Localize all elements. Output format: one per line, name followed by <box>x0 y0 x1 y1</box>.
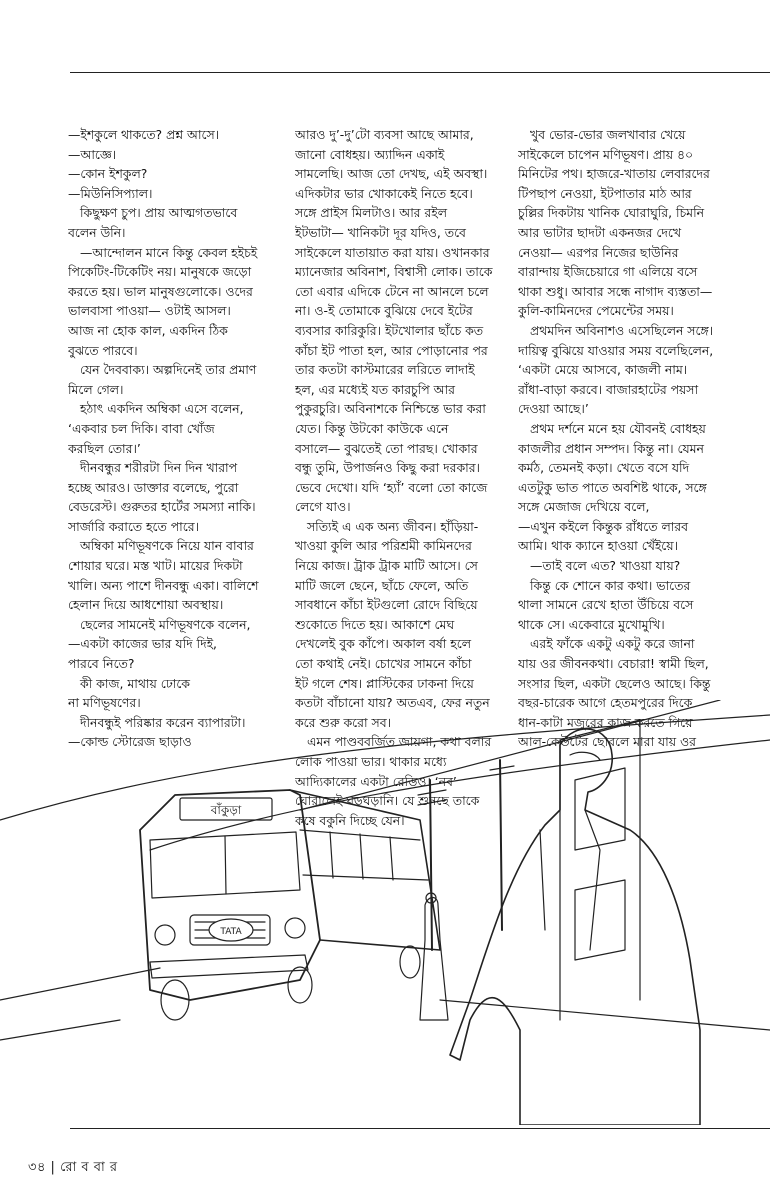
text-line: দেওয়া আছে।’ <box>518 401 589 417</box>
text-line: খালি। অন্য পাশে দীনবন্ধু একা। বালিশে <box>68 577 259 593</box>
text-line: শুকোতে দিতে হয়। আকাশে মেঘ <box>295 616 455 632</box>
text-line: আজ না হোক কাল, একদিন ঠিক <box>68 322 228 338</box>
text-line: লোক পাওয়া ভার। থাকার মধ্যে <box>295 754 447 769</box>
text-line: এমন পাণ্ডববর্জিত জায়গা, কথা বলার <box>307 734 492 750</box>
text-line: বলেন উনি। <box>68 224 126 240</box>
text-line: রাঁধা-বাড়া করবে। বাজারহাটের পয়সা <box>518 381 699 397</box>
text-line: আল-কেউটের ছোবলে মারা যায় ওর <box>518 734 696 750</box>
text-line: প্রথমদিন অবিনাশও এসেছিলেন সঙ্গে। <box>530 322 714 338</box>
text-line: আদ্যিকালের একটা রেডিও। ‘নব’ <box>295 773 457 789</box>
text-line: দায়িত্ব বুঝিয়ে যাওয়ার সময় বলেছিলেন, <box>518 342 714 358</box>
text-line: ‘একবার চল দিকি। বাবা খোঁজ <box>68 420 215 436</box>
bus-body <box>140 790 320 1000</box>
text-line: দীনবন্ধুর শরীরটা দিন দিন খারাপ <box>80 460 238 476</box>
text-line: দীনবন্ধুই পরিষ্কার করেন ব্যাপারটা। <box>80 714 246 730</box>
text-line: সঙ্গে মেজাজ দেখিয়ে বলে, <box>518 499 650 515</box>
text-line: ঘোরালেই ঘড়ঘড়ানি। যে শুনছে তাকে <box>295 793 480 809</box>
text-line: ছেলের সামনেই মণিভূষণকে বলেন, <box>80 616 251 632</box>
text-line: —তাই বলে এত? খাওয়া যায়? <box>530 558 681 574</box>
text-line: পুকুরচুরি। অবিনাশকে নিশ্চিন্তে ভার করা <box>295 401 486 417</box>
text-line: বসালে— বুঝতেই তো পারছ। খোকার <box>295 440 478 456</box>
text-line: খাওয়া কুলি আর পরিশ্রমী কামিনদের <box>295 538 472 554</box>
text-line: যায় ওর জীবনকথা। বেচারা! স্বামী ছিল, <box>518 656 709 672</box>
text-line: সংসার ছিল, একটা ছেলেও আছে। কিন্তু <box>518 675 711 691</box>
text-line: থাকে সে। একেবারে মুখোমুখি। <box>518 616 665 632</box>
text-line: পিকেটিং-টিকেটিং নয়। মানুষকে জড়ো <box>68 264 252 280</box>
text-line: যেত। কিন্তু উটকো কাউকে এনে <box>295 420 449 436</box>
text-line: কী কাজ, মাথায় ঢোকে <box>80 675 190 691</box>
text-line: কুলি-কামিনদের পেমেন্টের সময়। <box>518 303 674 319</box>
text-line: সঙ্গে প্রাইস মিলটাও। আর রইল <box>295 205 447 221</box>
text-line: কিছুক্ষণ চুপ। প্রায় আত্মগতভাবে <box>80 205 238 221</box>
text-line: কষে বকুনি দিচ্ছে যেন। <box>295 812 405 828</box>
text-line: সত্যিই এ এক অন্য জীবন। হাঁড়িয়া- <box>307 518 479 534</box>
text-line: —কোন ইশকুল? <box>68 166 148 182</box>
text-line: বছর-চারেক আগে হেতমপুরের দিকে <box>518 695 693 711</box>
text-line: চুল্লির দিকটায় খানিক ঘোরাঘুরি, চিমনি <box>518 205 705 221</box>
text-line: সার্জারি করাতে হতে পারে। <box>68 518 200 534</box>
text-line: থালা সামনে রেখে হাতা উঁচিয়ে বসে <box>518 597 694 613</box>
text-line: লেগে যাও। <box>295 499 351 515</box>
text-line: ধান-কাটা মজুরের কাজ করতে গিয়ে <box>518 714 693 730</box>
text-line: ভেবে দেখো। যদি ‘হ্যাঁ’ বলো তো কাজে <box>295 479 488 495</box>
text-line: ইটভাটা— খানিকটা দূর যদিও, তবে <box>295 224 466 240</box>
text-column-3 <box>518 125 736 752</box>
text-line: —একটা কাজের ভার যদি দিই, <box>68 636 217 652</box>
magazine-name: রো ব বা র <box>60 1160 118 1175</box>
bus-badge <box>209 919 253 941</box>
text-line: মিলে গেল। <box>68 381 124 397</box>
text-line: কাজলীর প্রধান সম্পদ। কিন্তু না। যেমন <box>518 440 704 456</box>
text-line: ব্যবসার কারিকুরি। ইটখোলার ছাঁচে কত <box>295 322 484 338</box>
text-line: না। ও-ই তোমাকে বুঝিয়ে দেবে ইটের <box>295 303 473 319</box>
text-line: তার কতটা কাস্টমারের লরিতে লাদাই <box>295 362 475 378</box>
text-line: এরই ফাঁকে একটু একটু করে জানা <box>530 636 695 652</box>
text-line: ম্যানেজার অবিনাশ, বিশ্বাসী লোক। তাকে <box>295 264 493 280</box>
text-line: যেন দৈববাক্য। অল্পদিনেই তার প্রমাণ <box>80 362 257 378</box>
top-rule <box>70 72 770 73</box>
text-line: আরও দু’-দু’টো ব্যবসা আছে আমার, <box>295 127 474 142</box>
text-line: মিনিটের পথ। হাজরে-খাতায় লেবারদের <box>518 166 710 182</box>
text-line: বেডরেস্ট। গুরুতর হার্টের সমস্যা নাকি। <box>68 499 256 515</box>
text-line: কাঁচা ইট পাতা হল, আর পোড়ানোর পর <box>295 342 488 358</box>
text-line: জানো বোধহয়। অ্যাদ্দিন একাই <box>295 146 445 162</box>
text-line: প্রথম দর্শনে মনে হয় যৌবনই বোধহয় <box>530 420 706 436</box>
text-line: নেওয়া— এরপর নিজের ছাউনির <box>518 244 679 260</box>
text-line: করতে হয়। ভাল মানুষগুলোকে। ওদের <box>68 283 253 299</box>
text-line: নিয়ে কাজ। ট্রাক ট্রাক মাটি আসে। সে <box>295 558 478 574</box>
bus-route-sign: বাঁকুড়া <box>210 803 242 817</box>
text-line: —আজ্ঞে। <box>68 146 117 162</box>
text-column-1 <box>68 125 286 752</box>
text-line: দেখলেই বুক কাঁপে। অকাল বর্ষা হলে <box>295 636 471 652</box>
text-line: আর ভাটার ছাদটা একনজর দেখে <box>518 224 682 240</box>
text-line: কিন্তু কে শোনে কার কথা। ভাতের <box>530 577 691 593</box>
text-line: না মণিভূষণের। <box>68 695 141 711</box>
text-line: হেলান দিয়ে আধশোয়া অবস্থায়। <box>68 597 224 613</box>
text-line: অম্বিকা মণিভূষণকে নিয়ে যান বাবার <box>80 538 254 554</box>
text-line: হঠাৎ একদিন অম্বিকা এসে বলেন, <box>80 401 244 417</box>
text-line: এদিকটার ভার খোকাকেই নিতে হবে। <box>295 185 473 201</box>
text-line: সাইকেলে যাতায়াত করা যায়। ওখানকার <box>295 244 490 260</box>
text-line: পারবে নিতে? <box>68 656 135 672</box>
svg-text:TATA: TATA <box>220 927 242 937</box>
text-line: করে শুরু করো সব। <box>295 714 392 730</box>
text-line: সামলেছি। আজ তো দেখছ, এই অবস্থা। <box>295 166 488 182</box>
text-line: হল, এর মধ্যেই যত কারচুপি আর <box>295 381 455 397</box>
footer-separator: | <box>50 1160 56 1175</box>
text-line: করছিল তোর।’ <box>68 440 141 456</box>
text-line: তো এবার এদিকে টেনে না আনলে চলে <box>295 283 489 299</box>
text-line: টিপছাপ নেওয়া, ইটপাতার মাঠ আর <box>518 185 692 201</box>
text-line: এতটুকু ভাত পাতে অবশিষ্ট থাকে, সঙ্গে <box>518 479 707 495</box>
text-line: থাকা শুধু। আবার সন্ধে নাগাদ ব্যস্ততা— <box>518 283 713 299</box>
text-line: —কোল্ড স্টোরেজ ছাড়াও <box>68 734 192 750</box>
text-line: হচ্ছে আরও। ডাক্তার বলেছে, পুরো <box>68 479 239 495</box>
page-number: ৩৪ <box>28 1160 46 1175</box>
text-line: তো কথাই নেই। চোখের সামনে কাঁচা <box>295 656 472 672</box>
text-line: সাইকেলে চাপেন মণিভূষণ। প্রায় ৪০ <box>518 146 694 162</box>
text-line: বারান্দায় ইজিচেয়ারে গা এলিয়ে বসে <box>518 264 698 280</box>
bus-street-illustration <box>0 700 770 1125</box>
text-line: ভালবাসা পাওয়া— ওটাই আসল। <box>68 303 231 319</box>
text-line: কতটা বাঁচানো যায়? অতএব, ফের নতুন <box>295 695 490 711</box>
text-line: কর্মঠ, তেমনই কড়া। খেতে বসে যদি <box>518 460 690 476</box>
text-line: খুব ভোর-ভোর জলখাবার খেয়ে <box>530 127 686 142</box>
text-line: বুঝতে পারবে। <box>68 342 138 358</box>
text-line: —আন্দোলন মানে কিন্তু কেবল হইচই <box>80 244 258 260</box>
text-line: আমি। থাক ক্যানে হাওয়া খেঁইয়ে। <box>518 538 679 554</box>
text-line: শোয়ার ঘরে। মস্ত খাট। মায়ের দিকটা <box>68 558 243 574</box>
text-line: মাটি জলে ছেনে, ছাঁচে ফেলে, অতি <box>295 577 469 593</box>
text-line: বন্ধু তুমি, উপার্জনও কিছু করা দরকার। <box>295 460 480 476</box>
page-footer <box>28 1158 118 1179</box>
text-line: সাবধানে কাঁচা ইটগুলো রোদে বিছিয়ে <box>295 597 478 613</box>
text-line: —মিউনিসিপ্যাল। <box>68 185 153 201</box>
text-line: ইট গলে শেষ। প্লাস্টিকের ঢাকনা দিয়ে <box>295 675 474 691</box>
bottom-rule <box>70 1128 770 1129</box>
text-line: ‘একটা মেয়ে আসবে, কাজলী নাম। <box>518 362 688 378</box>
text-line: —এখুন কইলে কিন্তুক রাঁধতে লারব <box>518 518 689 534</box>
text-line: —ইশকুলে থাকতে? প্রশ্ন আসে। <box>68 127 220 142</box>
